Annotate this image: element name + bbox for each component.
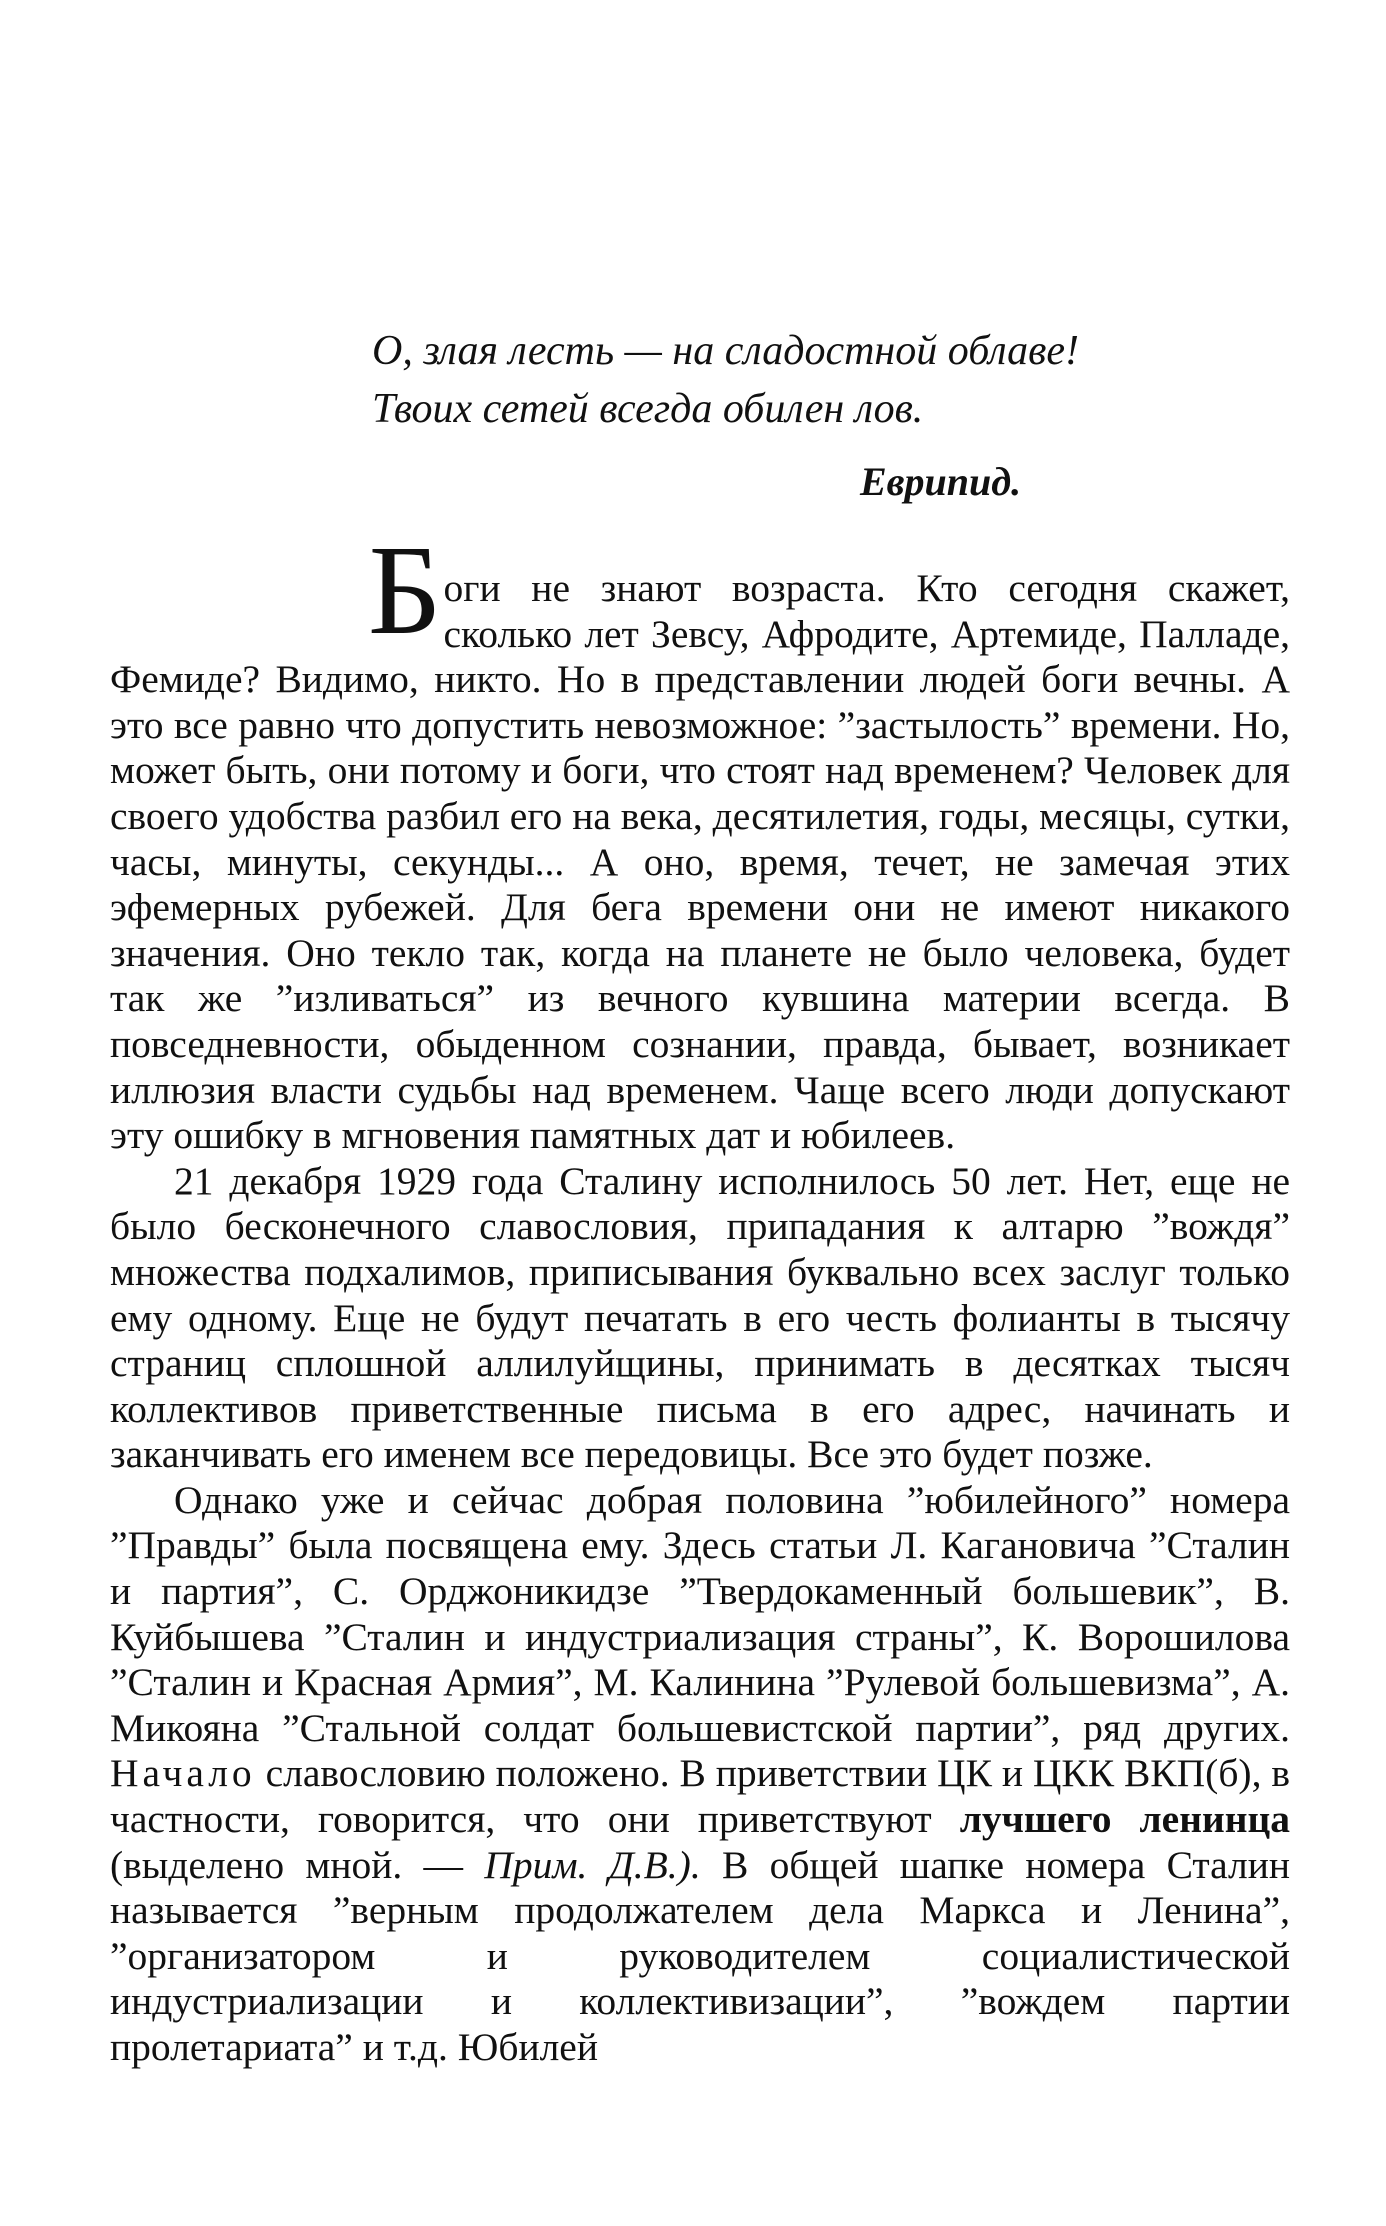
epigraph-line-2: Твоих сетей всегда обилен лов. — [372, 386, 924, 432]
epigraph-line-1: О, злая лесть — на сладостной облаве! — [372, 328, 1079, 374]
epigraph-author: Еврипид. — [860, 459, 1022, 504]
paragraph-3-spaced-word: Начало — [110, 1751, 256, 1796]
paragraph-3-part-1: Однако уже и сейчас добрая половина ”юбилейного” номера ”Правды” была посвящена ему. Здесь статьи Л. Кагановича ”Сталин и партия”, С. Орджоникидзе ”Твердокаменный большевик”, В. Куйбышева ”Сталин и индустриализация страны”, К. Ворошилова ”Сталин и Красная Армия”, М. Калинина ”Рулевой большевизма”, А. Микояна ”Стальной солдат большевистской партии”, ряд других. — [110, 1477, 1290, 1750]
paragraph-3-part-2: славословию положено. В приветствии ЦК и ЦКК ВКП(б), в частности, говорится, что они приветствуют — [110, 1751, 1291, 1842]
paragraph-3 — [110, 1478, 1290, 2071]
body-text — [110, 508, 1290, 2071]
paragraph-1-text: оги не знают возраста. Кто сегодня скажет, сколько лет Зевсу, Афродите, Артемиде, Палладе, Фемиде? Видимо, никто. Но в представлении людей боги вечны. А это все равно что допустить невозможное: ”застылость” времени. Но, может быть, они потому и боги, что стоят над временем? Человек для своего удобства разбил его на века, десятилетия, годы, месяцы, сутки, часы, минуты, секунды... А оно, время, течет, не замечая этих эфемерных рубежей. Для бега времени они не имеют никакого значения. Оно текло так, когда на планете не было человека, будет так же ”изливаться” из вечного кувшина материи всегда. В повседневности, обыденном сознании, правда, бывает, возникает иллюзия власти судьбы над временем. Чаще всего люди допускают эту ошибку в мгновения памятных дат и юбилеев. — [110, 566, 1290, 1158]
paragraph-2: 21 декабря 1929 года Сталину исполнилось 50 лет. Нет, еще не было бесконечного славословия, припадания к алтарю ”вождя” множества подхалимов, приписывания буквально всех заслуг только ему одному. Еще не будут печатать в его честь фолианты в тысячу страниц сплошной аллилуйщины, принимать в десятках тысяч коллективов приветственные письма в его адрес, начинать и заканчивать его именем все передовицы. Все это будет позже. — [110, 1158, 1290, 1477]
paragraph-3-bold-phrase: лучшего ленинца — [959, 1797, 1290, 1842]
paragraph-3-italic-note: Прим. Д.В.). — [484, 1842, 701, 1887]
epigraph — [372, 322, 1172, 438]
drop-cap: Б — [368, 519, 442, 661]
paragraph-3-part-3: (выделено мной. — — [110, 1842, 464, 1887]
paragraph-1 — [110, 508, 1290, 1159]
paragraph-3-part-4: В общей шапке номера Сталин называется ”верным продолжателем дела Маркса и Ленина”, ”организатором и руководителем социалистической индустриализации и коллективизации”, ”вождем партии пролетариата” и т.д. Юбилей — [110, 1842, 1291, 2069]
